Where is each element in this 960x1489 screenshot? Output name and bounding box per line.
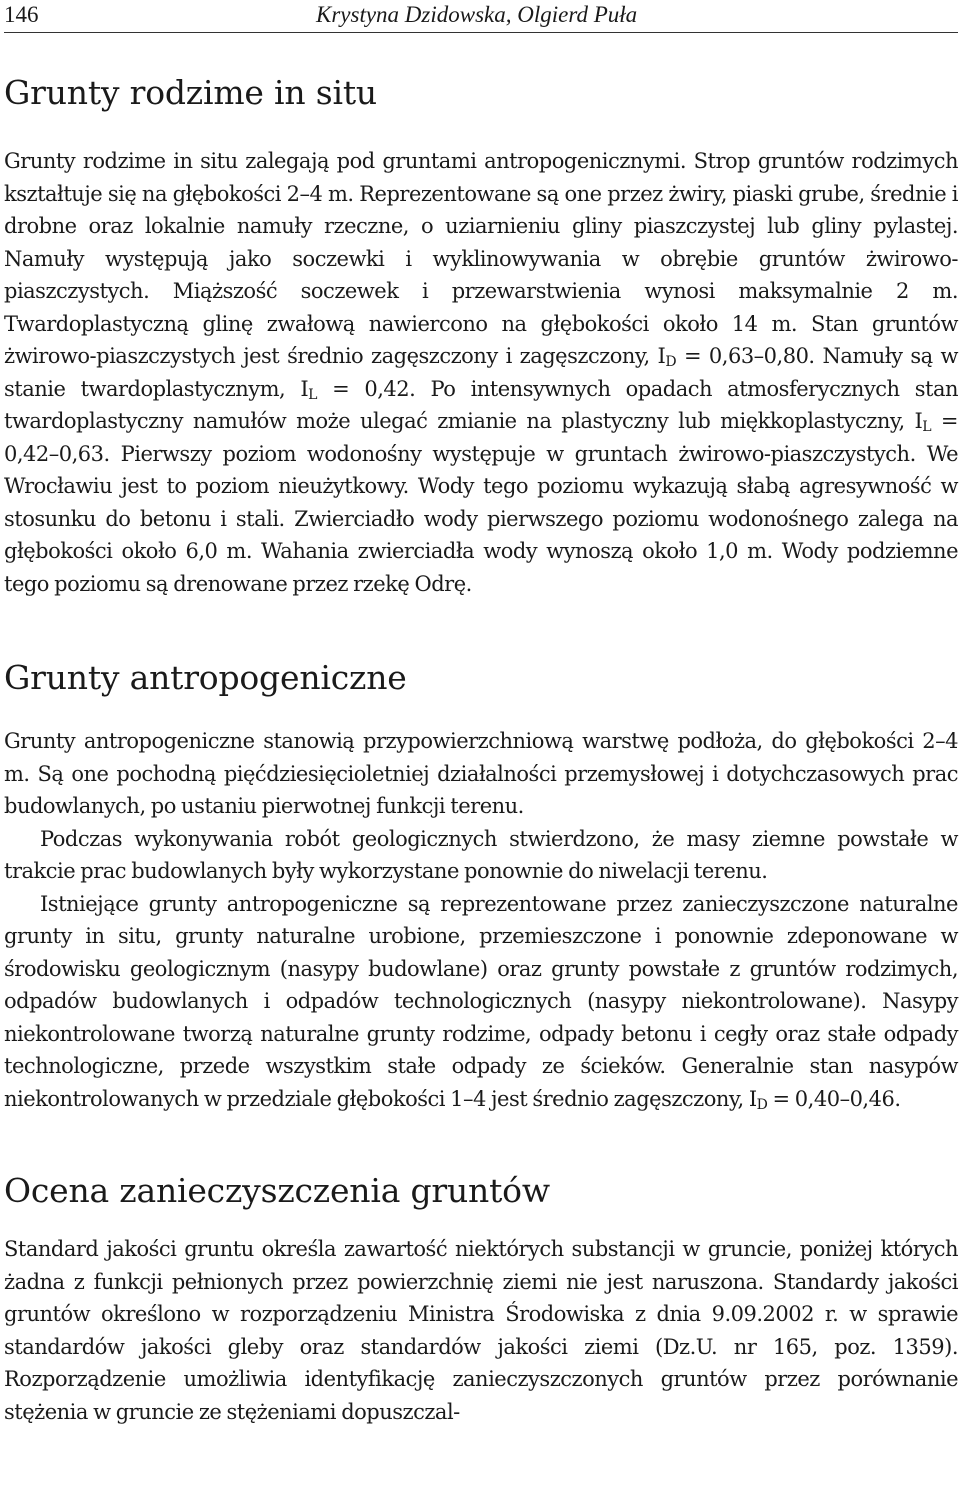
subscript: L [308, 386, 317, 403]
running-head-authors: Krystyna Dzidowska, Olgierd Puła [316, 2, 638, 27]
text-run: = 0,40–0,46. [767, 1086, 901, 1111]
page [4, 0, 958, 1428]
section-title-ocena-zanieczyszczenia: Ocena zanieczyszczenia gruntów [4, 1171, 550, 1210]
paragraph-antropogeniczne-3 [4, 888, 958, 1116]
section-title-grunty-rodzime: Grunty rodzime in situ [4, 73, 377, 112]
subscript: D [665, 354, 677, 370]
paragraph-antropogeniczne-1: Grunty antropogeniczne stanowią przypowierzchniową warstwę podłoża, do głębokości 2–4 m. Są one pochodną pięćdziesięcioletniej działalności przemysłowej i dotychczasowych prac budowlanych, po ustaniu pierwotnej funkcji terenu. [4, 729, 958, 818]
text-run: = 0,42–0,63. Pierwszy poziom wodonośny występuje w gruntach żwirowo-piaszczystych. We Wrocławiu jest to poziom nieużytkowy. Wody tego poziomu wykazują słabą agresywność w stosunku do betonu i stali. Zwierciadło wody pierwszego poziomu wodonośnego zalega na głębokości około 6,0 m. Wahania zwierciadła wody wynoszą około 1,0 m. Wody podziemne tego poziomu są drenowane przez rzekę Odrę. [4, 409, 958, 596]
subscript: D [756, 1096, 768, 1113]
text-run: Grunty rodzime in situ zalegają pod gruntami antropogenicznymi. Strop gruntów rodzimych kształtuje się na głębokości 2–4 m. Reprezentowane są one przez żwiry, piaski grube, średnie i drobne oraz lokalnie namuły rzeczne, o uziarnieniu gliny piaszczystej lub gliny pylastej. Namuły występują jako soczewki i wyklinowywania w obrębie gruntów żwirowo-piaszczystych. Miąższość soczewek i przewarstwienia wynosi maksymalnie 2 m. Twardoplastyczną glinę zwałową nawiercono na głębokości około 14 m. Stan gruntów żwirowo-piaszczystych jest średnio zagęszczony i zagęszczony, I [4, 149, 958, 368]
text-run: = 0,63–0,80. Namuły są w stanie twardoplastycznym, I [4, 344, 958, 401]
text-run: = 0,42. Po intensywnych opadach atmosferycznych stan twardoplastyczny namułów może ulegać zmianie na plastyczny lub miękkoplastyczny, I [4, 376, 958, 433]
paragraph-antropogeniczne-2: Podczas wykonywania robót geologicznych stwierdzono, że masy ziemne powstałe w trakcie prac budowlanych były wykorzystane ponownie do niwelacji terenu. [4, 826, 958, 883]
running-header [4, 0, 958, 33]
page-number: 146 [4, 2, 39, 27]
subscript: L [922, 419, 932, 435]
text-run: Istniejące grunty antropogeniczne są reprezentowane przez zanieczyszczone naturalne grunty in situ, grunty naturalne urobione, przemieszczone i ponownie zdeponowane w środowisku geologicznym (nasypy budowlane) oraz grunty powstałe z gruntów rodzimych, odpadów budowlanych i odpadów technologicznych (nasypy niekontrolowane). Nasypy niekontrolowane tworzą naturalne grunty rodzime, odpady betonu i cegły oraz stałe odpady technologiczne, przede wszystkim stałe odpady ze ścieków. Generalnie stan nasypów niekontrolowanych w przedziale głębokości 1–4 jest średnio zagęszczony, I [4, 891, 958, 1111]
paragraph-grunty-rodzime [4, 145, 958, 600]
paragraph-ocena-1: Standard jakości gruntu określa zawartość niektórych substancji w gruncie, poniżej których żadna z funkcji pełnionych przez powierzchnię ziemi nie jest naruszona. Standardy jakości gruntów określono w rozporządzeniu Ministra Środowiska z dnia 9.09.2002 r. w sprawie standardów jakości gleby oraz standardów jakości ziemi (Dz.U. nr 165, poz. 1359). Rozporządzenie umożliwia identyfikację zanieczyszczonych gruntów przez porównanie stężenia w gruncie ze stężeniami dopuszczal- [4, 1237, 958, 1424]
section-title-grunty-antropogeniczne: Grunty antropogeniczne [4, 658, 407, 697]
